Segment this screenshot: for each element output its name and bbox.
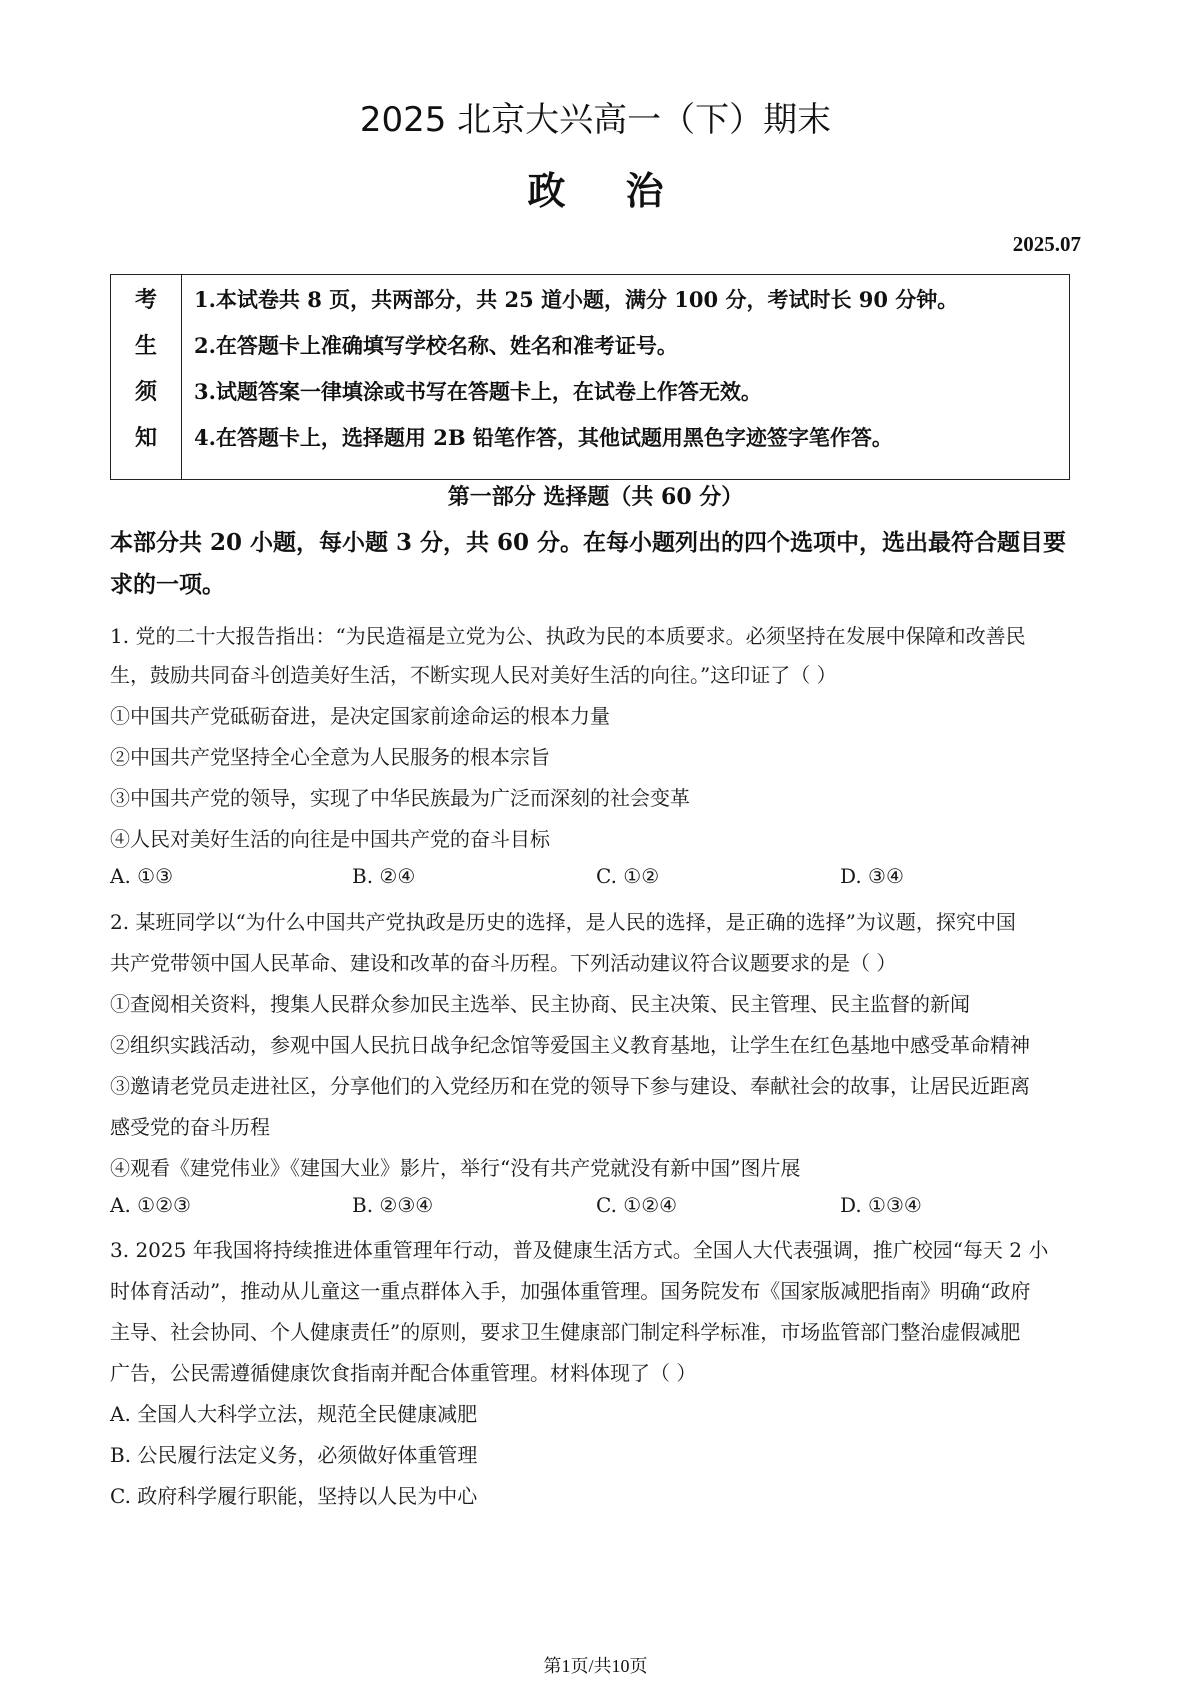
q2-option-d: D. ①③④ [840, 1193, 922, 1217]
q1-stem-line: 生，鼓励共同奋斗创造美好生活，不断实现人民对美好生活的向往。”这印证了（ ） [110, 663, 837, 687]
exam-date: 2025.07 [1012, 232, 1081, 256]
q1-option-c: C. ①② [596, 864, 660, 888]
notice-item: 1.本试卷共 8 页，共两部分，共 25 道小题，满分 100 分，考试时长 90 分钟。 [194, 287, 959, 312]
notice-item: 2.在答题卡上准确填写学校名称、姓名和准考证号。 [194, 333, 678, 358]
q1-option-a: A. ①③ [110, 864, 174, 888]
page-number: 第1页/共10页 [543, 1656, 648, 1676]
notice-label [111, 275, 182, 480]
notice-label-char: 生 [134, 333, 157, 359]
q1-statement-2: ②中国共产党坚持全心全意为人民服务的根本宗旨 [110, 745, 550, 769]
notice-item: 4.在答题卡上，选择题用 2B 铅笔作答，其他试题用黑色字迹签字笔作答。 [194, 425, 893, 450]
q1-statement-3: ③中国共产党的领导，实现了中华民族最为广泛而深刻的社会变革 [110, 786, 690, 810]
document-title: 2025 北京大兴高一（下）期末 [359, 100, 832, 140]
q2-statement-3-cont: 感受党的奋斗历程 [110, 1115, 270, 1139]
q1-option-b: B. ②④ [352, 864, 416, 888]
q2-statement-3: ③邀请老党员走进社区，分享他们的入党经历和在党的领导下参与建设、奉献社会的故事，让居民近距离 [110, 1074, 1030, 1098]
exam-notice-box [110, 274, 1070, 480]
q3-stem-line: 3. 2025 年我国将持续推进体重管理年行动，普及健康生活方式。全国人大代表强调，推广校园“每天 2 小 [110, 1238, 1049, 1262]
q3-stem-line: 广告，公民需遵循健康饮食指南并配合体重管理。材料体现了（ ） [110, 1361, 697, 1385]
q2-option-b: B. ②③④ [352, 1193, 434, 1217]
q3-stem-line: 时体育活动”，推动从儿童这一重点群体入手，加强体重管理。国务院发布《国家版减肥指南》明确“政府 [110, 1279, 1031, 1303]
q2-option-a: A. ①②③ [110, 1193, 191, 1217]
q1-option-d: D. ③④ [840, 864, 904, 888]
notice-label-char: 须 [134, 379, 157, 405]
q2-statement-4: ④观看《建党伟业》《建国大业》影片，举行“没有共产党就没有新中国”图片展 [110, 1156, 801, 1180]
q3-option-b: B. 公民履行法定义务，必须做好体重管理 [110, 1443, 478, 1467]
notice-label-char: 知 [134, 425, 157, 451]
q1-statement-1: ①中国共产党砥砺奋进，是决定国家前途命运的根本力量 [110, 704, 610, 728]
q2-stem-line: 2. 某班同学以“为什么中国共产党执政是历史的选择，是人民的选择，是正确的选择”为议题，探究中国 [110, 910, 1016, 934]
q2-statement-2: ②组织实践活动，参观中国人民抗日战争纪念馆等爱国主义教育基地，让学生在红色基地中感受革命精神 [110, 1033, 1030, 1057]
q1-statement-4: ④人民对美好生活的向往是中国共产党的奋斗目标 [110, 827, 550, 851]
q2-statement-1: ①查阅相关资料，搜集人民群众参加民主选举、民主协商、民主决策、民主管理、民主监督的新闻 [110, 992, 970, 1016]
q3-option-a: A. 全国人大科学立法，规范全民健康减肥 [110, 1402, 478, 1426]
subject-title: 政治 [527, 169, 724, 213]
notice-label-char: 考 [134, 287, 157, 313]
q1-stem-line: 1. 党的二十大报告指出：“为民造福是立党为公、执政为民的本质要求。必须坚持在发展中保障和改善民 [110, 624, 1026, 648]
q2-stem-line: 共产党带领中国人民革命、建设和改革的奋斗历程。下列活动建议符合议题要求的是（ ） [110, 951, 897, 975]
notice-items [182, 275, 1070, 480]
q3-option-c: C. 政府科学履行职能，坚持以人民为中心 [110, 1484, 478, 1508]
q2-option-c: C. ①②④ [596, 1193, 678, 1217]
part1-title: 第一部分 选择题（共 60 分） [447, 484, 744, 510]
q3-stem-line: 主导、社会协同、个人健康责任”的原则，要求卫生健康部门制定科学标准，市场监管部门整治虚假减肥 [110, 1320, 1021, 1344]
part1-instructions: 本部分共 20 小题，每小题 3 分，共 60 分。在每小题列出的四个选项中，选出最符合题目要求的一项。 [110, 529, 1067, 598]
notice-item: 3.试题答案一律填涂或书写在答题卡上，在试卷上作答无效。 [194, 379, 762, 404]
